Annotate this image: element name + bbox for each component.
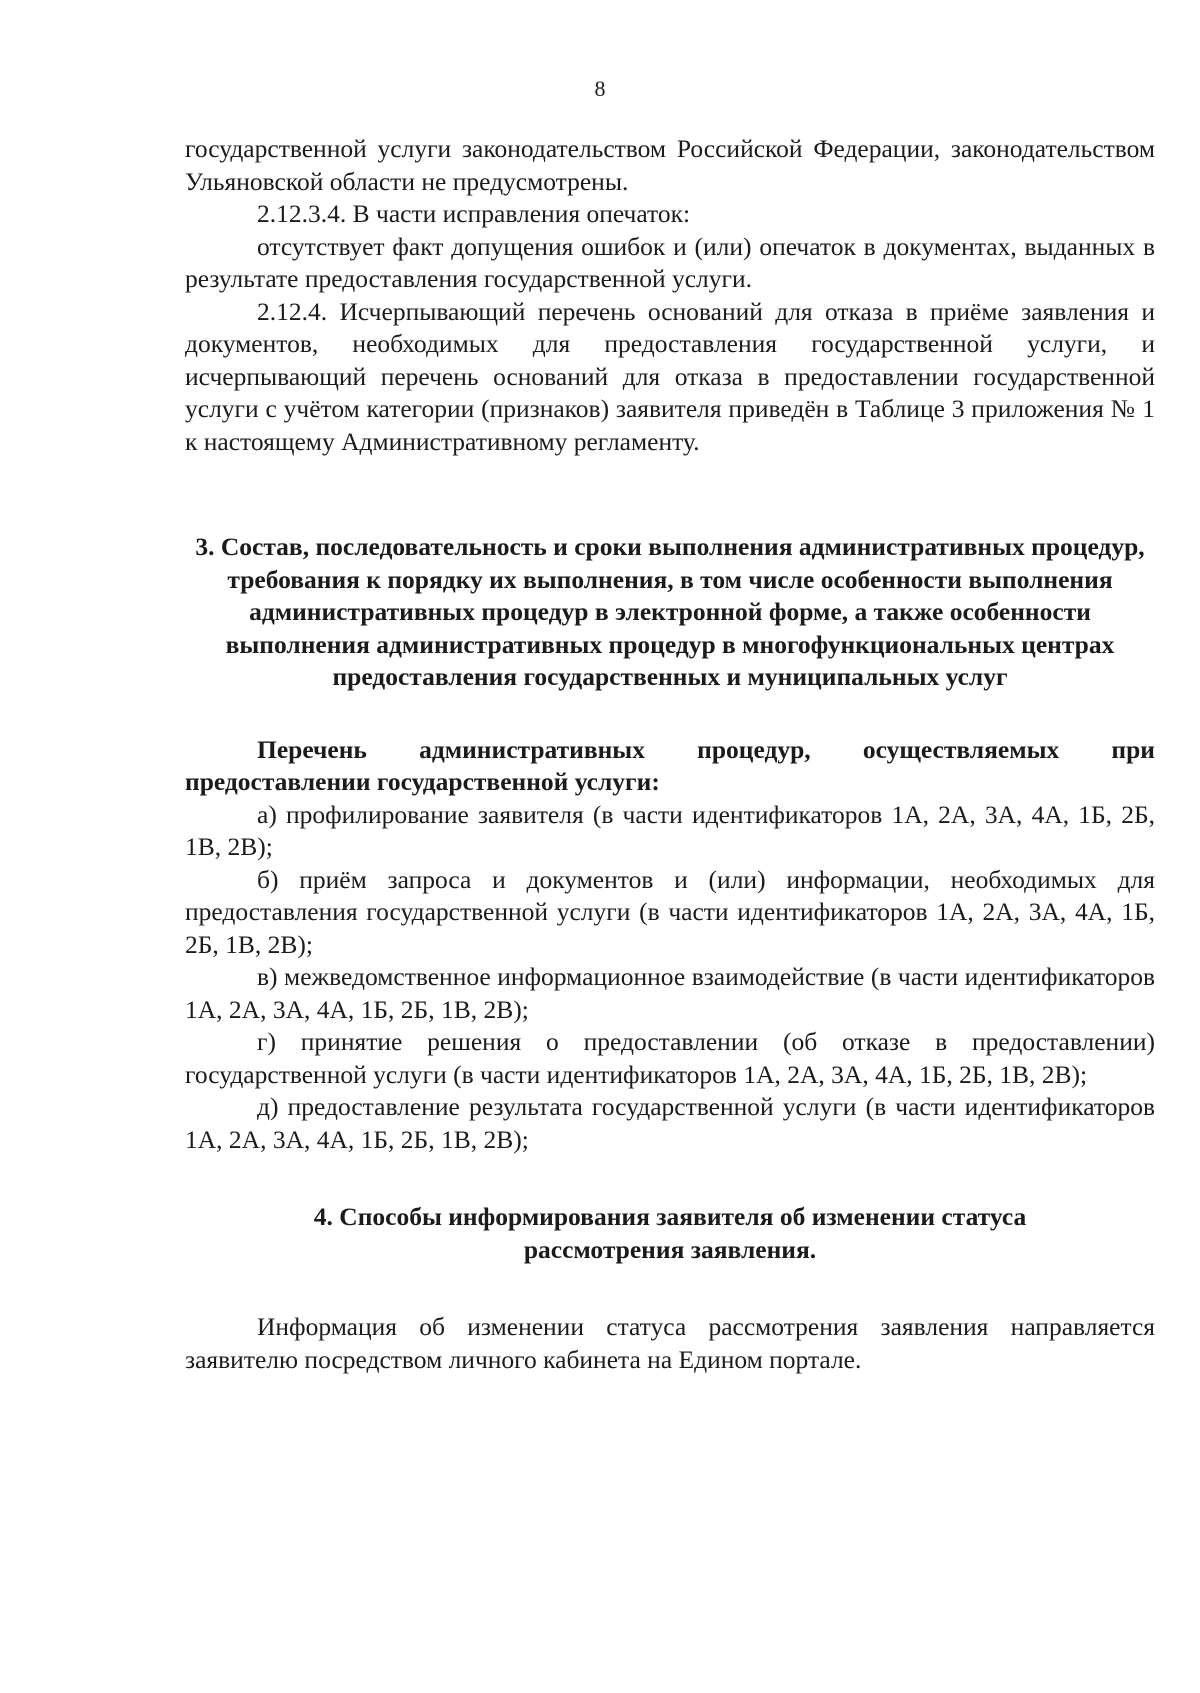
list-item: в) межведомственное информационное взаимодействие (в части идентификаторов 1А, 2А, 3А, 4А, 1Б, 2Б, 1В, 2В); <box>185 962 1155 1024</box>
section-4-heading-line2: рассмотрения заявления. <box>523 1234 817 1264</box>
paragraph-2-12-3-4: 2.12.3.4. В части исправления опечаток: <box>257 199 691 228</box>
section-4-paragraph: Информация об изменении статуса рассмотрения заявления направляется заявителю посредством личного кабинета на Едином портале. <box>185 1312 1155 1374</box>
list-item: д) предоставление результата государственной услуги (в части идентификаторов 1А, 2А, 3А, 4А, 1Б, 2Б, 1В, 2В); <box>185 1092 1155 1154</box>
paragraph-2-12-4: 2.12.4. Исчерпывающий перечень оснований для отказа в приёме заявления и документов, необходимых для предоставления государственной услуги, и исчерпывающий перечень оснований для отказа в предоставлении государственной услуги с учётом категории (признаков) заявителя приведён в Таблице 3 приложения № 1 к настоящему Административному регламенту. <box>185 296 1155 456</box>
list-item: б) приём запроса и документов и (или) информации, необходимых для предоставления государственной услуги (в части идентификаторов 1А, 2А, 3А, 4А, 1Б, 2Б, 1В, 2В); <box>185 864 1155 959</box>
section-3-heading: 3. Состав, последовательность и сроки выполнения административных процедур, требования к порядку их выполнения, в том числе особенности выполнения административных процедур в электронной форме, а также особенности выполнения административных процедур в многофункциональных центрах предоставления государственных и муниципальных услуг <box>195 532 1145 691</box>
page-number: 8 <box>594 76 606 101</box>
paragraph-typo-fact: отсутствует факт допущения ошибок и (или) опечаток в документах, выданных в результате предоставления государственной услуги. <box>185 231 1155 293</box>
procedures-list-heading: Перечень административных процедур, осуществляемых при предоставлении государственной услуги: <box>185 734 1155 796</box>
paragraph-continuation: государственной услуги законодательством Российской Федерации, законодательством Ульяновской области не предусмотрены. <box>185 134 1155 196</box>
section-4-heading-line1: 4. Способы информирования заявителя об изменении статуса <box>313 1202 1027 1231</box>
document-body <box>185 133 1155 1376</box>
section-4-heading <box>185 1201 1155 1266</box>
list-item: г) принятие решения о предоставлении (об отказе в предоставлении) государственной услуги (в части идентификаторов 1А, 2А, 3А, 4А, 1Б, 2Б, 1В, 2В); <box>185 1027 1155 1089</box>
list-item: а) профилирование заявителя (в части идентификаторов 1А, 2А, 3А, 4А, 1Б, 2Б, 1В, 2В); <box>185 799 1155 861</box>
